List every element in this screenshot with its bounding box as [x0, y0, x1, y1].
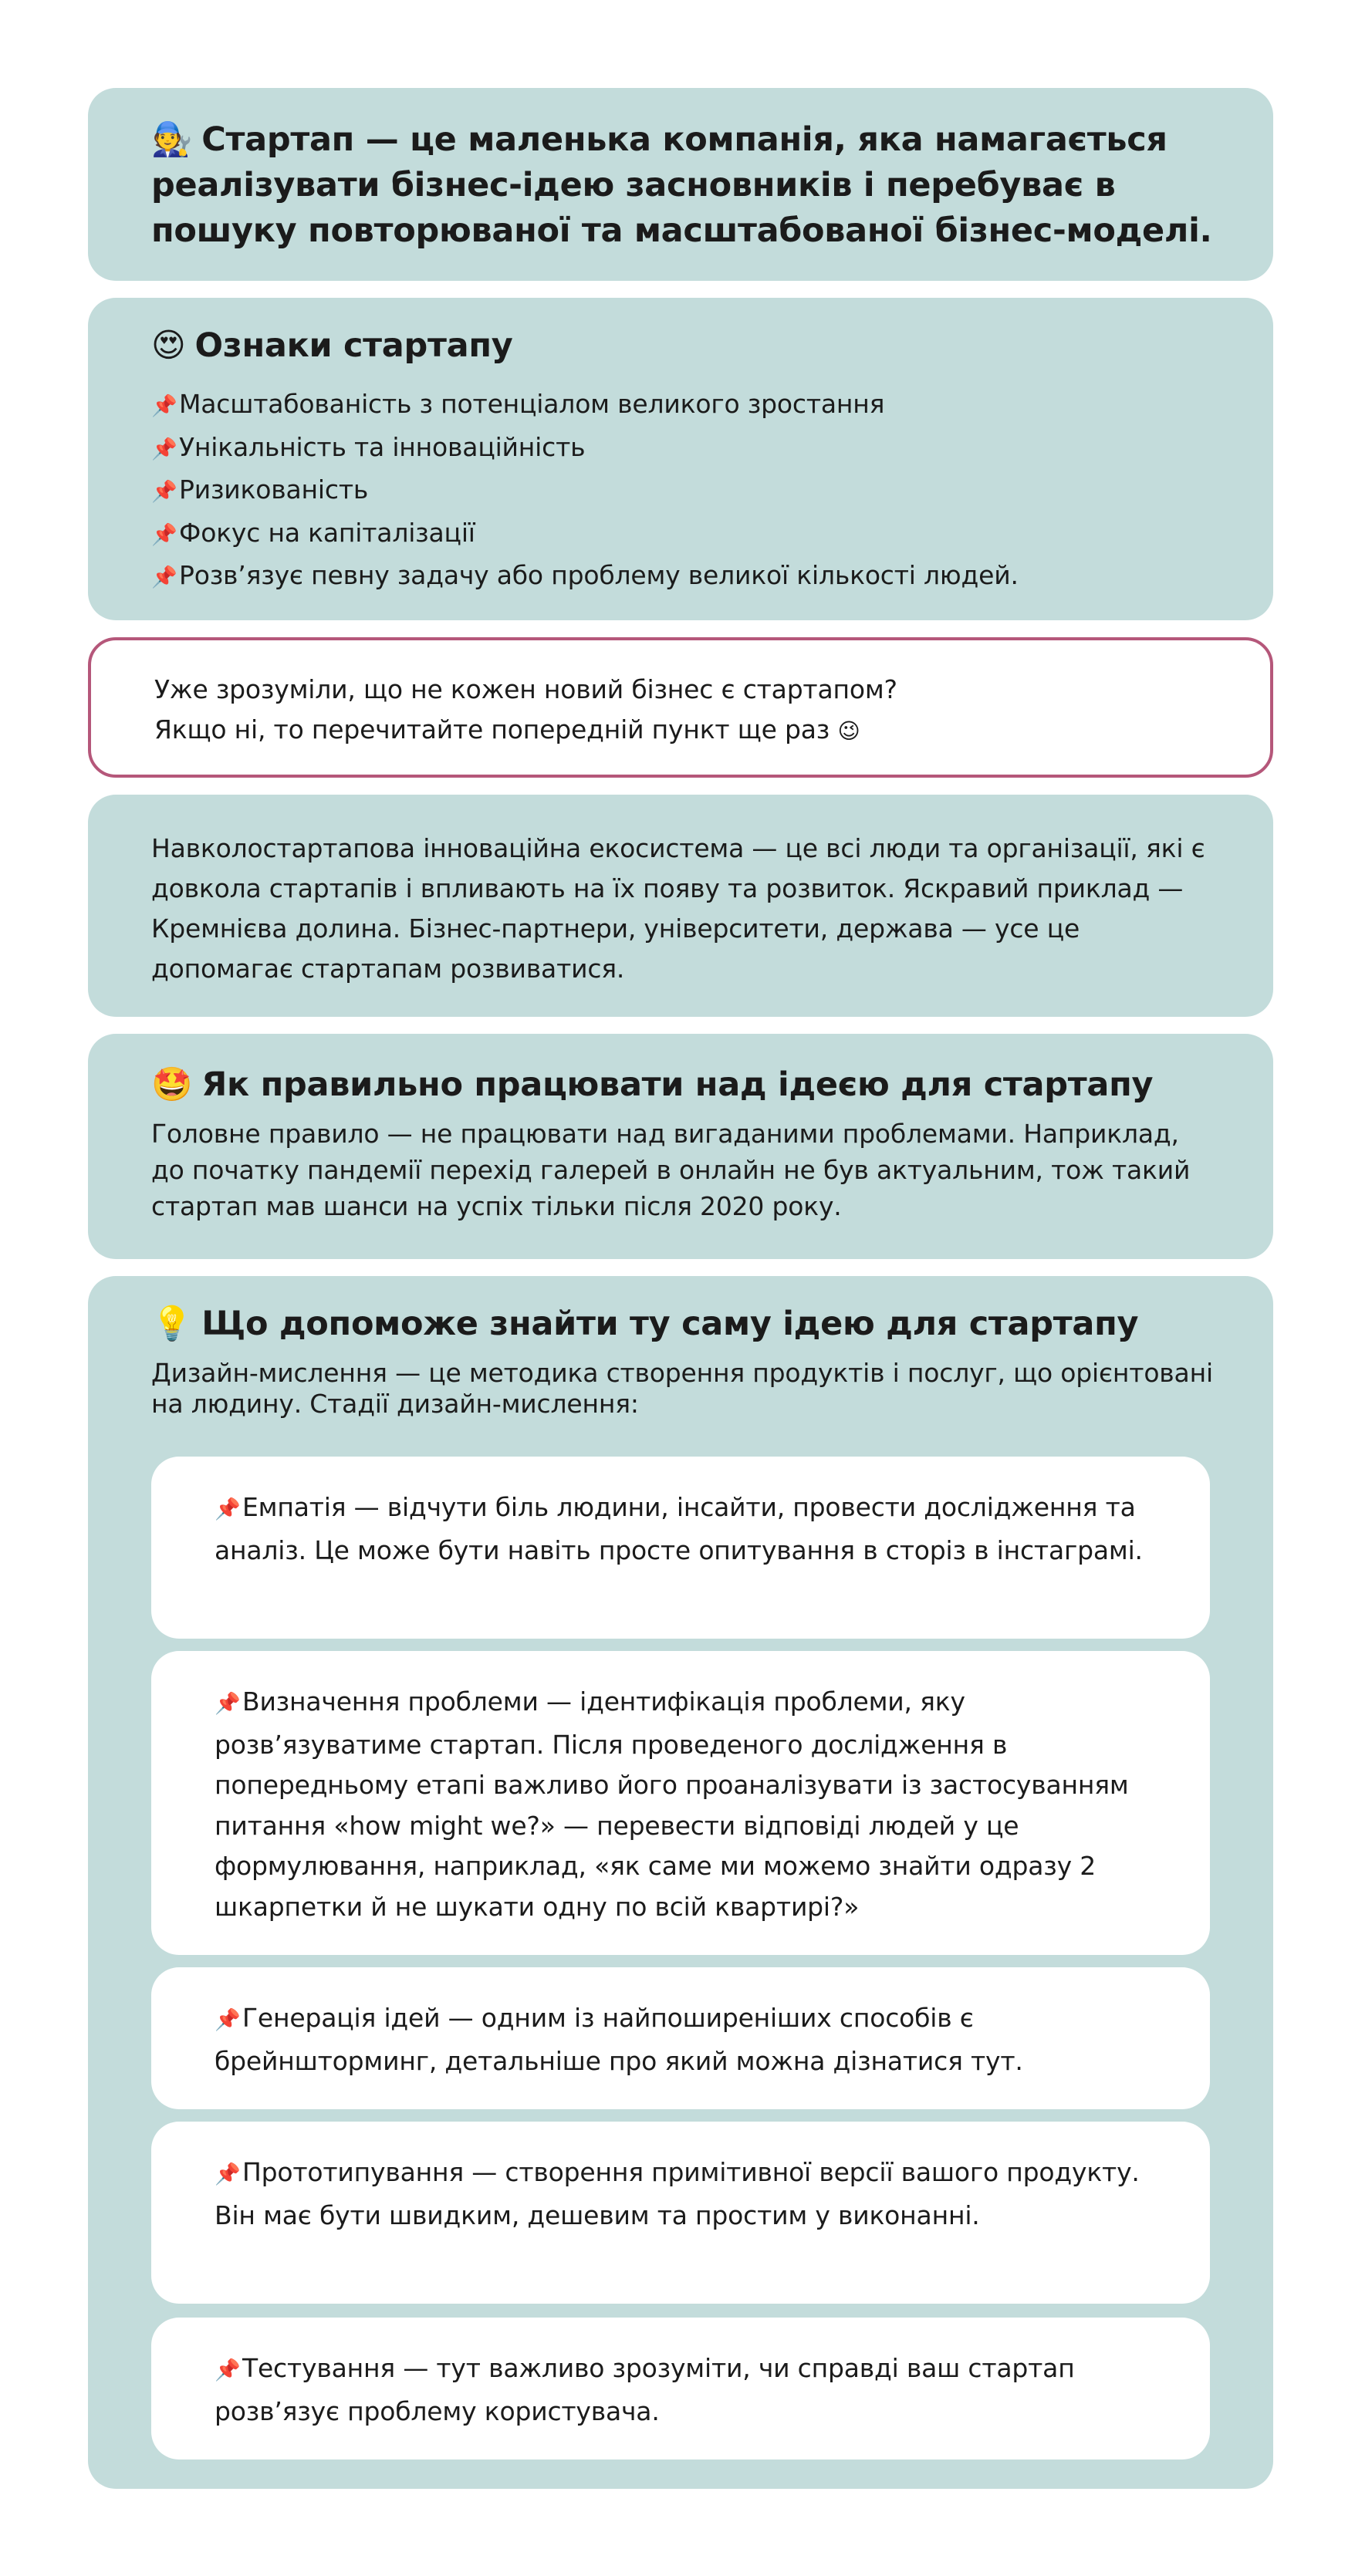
intro-text: Стартап — це маленька компанія, яка намагається реалізувати бізнес-ідею засновників і перебуває в пошуку повторюваної та масштабованої бізнес-моделі.: [151, 120, 1212, 250]
stage-text-block: [215, 1998, 1147, 2081]
stage-text-block: [215, 2152, 1147, 2236]
pushpin-icon: 📌: [151, 480, 177, 504]
mechanic-emoji-icon: 🧑‍🔧: [151, 120, 193, 159]
idea-find-title: Що допоможе знайти ту саму ідею для стартапу: [201, 1305, 1139, 1343]
idea-work-heading: [151, 1063, 1219, 1106]
list-item: [151, 470, 1219, 513]
idea-work-title: Як правильно працювати над ідеєю для стартапу: [201, 1065, 1154, 1104]
reminder-card: [88, 637, 1273, 778]
signs-title: Ознаки стартапу: [194, 326, 513, 365]
pushpin-icon: 📌: [151, 394, 177, 418]
stage-text: Тестування — тут важливо зрозуміти, чи справді ваш стартап розв’язує проблему користувача.: [215, 2353, 1075, 2426]
wink-emoji-icon: 😉: [837, 718, 860, 744]
signs-card: [88, 298, 1273, 620]
pushpin-icon: 📌: [215, 2008, 241, 2032]
ecosystem-card: [88, 795, 1273, 1017]
reminder-line-1: Уже зрозуміли, що не кожен новий бізнес є стартапом?: [154, 674, 897, 704]
pushpin-icon: 📌: [215, 1497, 241, 1521]
stage-text-block: [215, 1682, 1147, 1927]
list-item: [151, 427, 1219, 471]
reminder-line-2: Якщо ні, то перечитайте попередній пункт ще раз: [154, 714, 830, 744]
intro-text-block: [151, 117, 1219, 254]
stage-text: Прототипування — створення примітивної версії вашого продукту. Він має бути швидким, дешевим та простим у виконанні.: [215, 2157, 1140, 2230]
pushpin-icon: 📌: [151, 437, 177, 461]
stage-text: Емпатія — відчути біль людини, інсайти, провести дослідження та аналіз. Це може бути навіть просте опитування в сторіз в інстаграмі.: [215, 1492, 1143, 1565]
reminder-line-2-block: [154, 710, 1216, 751]
pushpin-icon: 📌: [215, 1692, 241, 1716]
stage-text-block: [215, 1487, 1147, 1571]
idea-find-heading: [151, 1302, 1219, 1345]
intro-card: [88, 88, 1273, 281]
signs-heading: [151, 324, 1219, 367]
stage-text: Генерація ідей — одним із найпоширеніших способів є брейншторминг, детальніше про який можна дізнатися тут.: [215, 2003, 1023, 2076]
list-item-text: Унікальність та інноваційність: [179, 431, 586, 462]
idea-find-text: Дизайн-мислення — це методика створення продуктів і послуг, що орієнтовані на людину. Стадії дизайн-мислення:: [151, 1358, 1213, 1419]
list-item-text: Ризикованість: [179, 474, 369, 505]
heart-eyes-emoji-icon: 😍: [151, 326, 186, 365]
pushpin-icon: 📌: [215, 2162, 241, 2186]
list-item-text: Масштабованість з потенціалом великого зростання: [179, 389, 885, 419]
stage-text: Визначення проблеми — ідентифікація проблеми, яку розв’язуватиме стартап. Після проведеного дослідження в попередньому етапі важливо його проаналізувати із застосуванням питання «how might we?» — перевести відповіді людей у це формулювання, наприклад, «як саме ми можемо знайти одразу 2 шкарпетки й не шукати одну по всій квартирі?»: [215, 1686, 1129, 1922]
idea-work-text: Головне правило — не працювати над вигаданими проблемами. Наприклад, до початку пандемії перехід галерей в онлайн не був актуальним, тож такий стартап мав шанси на успіх тільки після 2020 року.: [151, 1119, 1191, 1221]
idea-work-card: [88, 1034, 1273, 1259]
stage-card-ideation: [151, 1967, 1210, 2109]
pushpin-icon: 📌: [215, 2358, 241, 2382]
list-item: [151, 384, 1219, 427]
list-item: [151, 513, 1219, 556]
list-item: [151, 555, 1219, 599]
list-item-text: Фокус на капіталізації: [179, 517, 475, 548]
stage-card-problem-definition: [151, 1651, 1210, 1955]
signs-list: [151, 384, 1219, 599]
list-item-text: Розв’язує певну задачу або проблему великої кількості людей.: [179, 560, 1019, 590]
star-struck-emoji-icon: 🤩: [151, 1065, 193, 1104]
pushpin-icon: 📌: [151, 566, 177, 589]
pushpin-icon: 📌: [151, 522, 177, 547]
light-bulb-icon: 💡: [151, 1305, 193, 1343]
stage-text-block: [215, 2348, 1147, 2432]
stage-card-empathy: [151, 1457, 1210, 1639]
ecosystem-text: Навколостартапова інноваційна екосистема — це всі люди та організації, які є довкола стартапів і впливають на їх появу та розвиток. Яскравий приклад — Кремнієва долина. Бізнес-партнери, університети, держава — усе це допомагає стартапам розвиватися.: [151, 833, 1205, 984]
idea-find-card: [88, 1276, 1273, 2489]
stage-card-prototyping: [151, 2122, 1210, 2304]
stage-card-testing: [151, 2318, 1210, 2460]
